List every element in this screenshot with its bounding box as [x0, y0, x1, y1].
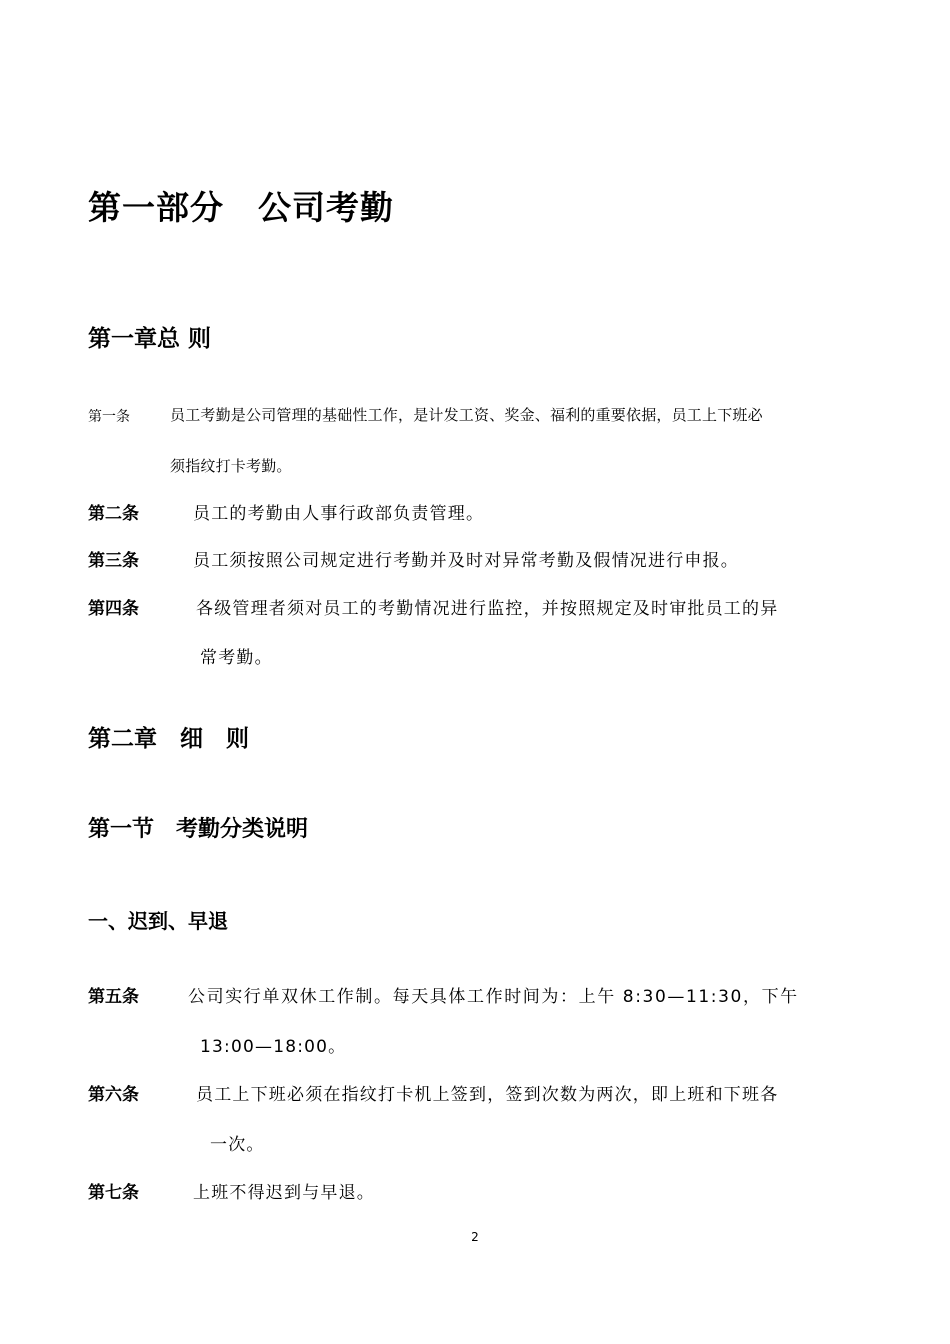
- article-4-label: 第四条: [88, 599, 139, 619]
- article-6-line-2: 一次。: [210, 1135, 265, 1155]
- article-3-label: 第三条: [88, 551, 139, 571]
- page-number: 2: [471, 1230, 479, 1244]
- article-2-line-1: 员工的考勤由人事行政部负责管理。: [193, 504, 485, 524]
- article-5-line-2: 13:00—18:00。: [200, 1037, 347, 1057]
- article-1-line-1: 员工考勤是公司管理的基础性工作，是计发工资、奖金、福利的重要依据，员工上下班必: [170, 406, 763, 424]
- article-2-label: 第二条: [88, 504, 139, 524]
- part-title: 第一部分 公司考勤: [88, 188, 394, 227]
- article-1-label: 第一条: [88, 409, 130, 425]
- article-7-line-1: 上班不得迟到与早退。: [193, 1183, 375, 1203]
- article-4-line-1: 各级管理者须对员工的考勤情况进行监控，并按照规定及时审批员工的异: [196, 599, 779, 619]
- article-7-label: 第七条: [88, 1183, 139, 1203]
- article-1-line-2: 须指纹打卡考勤。: [170, 457, 292, 475]
- subsection-1-title: 一、迟到、早退: [88, 909, 228, 933]
- article-5-label: 第五条: [88, 987, 139, 1007]
- article-6-line-1: 员工上下班必须在指纹打卡机上签到，签到次数为两次，即上班和下班各: [196, 1085, 779, 1105]
- article-3-line-1: 员工须按照公司规定进行考勤并及时对异常考勤及假情况进行申报。: [193, 551, 739, 571]
- article-5-line-1: 公司实行单双休工作制。每天具体工作时间为：上午 8:30—11:30，下午: [188, 987, 799, 1007]
- chapter-1-title: 第一章总 则: [88, 326, 212, 352]
- chapter-2-title: 第二章 细 则: [88, 726, 249, 752]
- section-1-title: 第一节 考勤分类说明: [88, 817, 309, 842]
- article-6-label: 第六条: [88, 1085, 139, 1105]
- article-4-line-2: 常考勤。: [200, 648, 273, 668]
